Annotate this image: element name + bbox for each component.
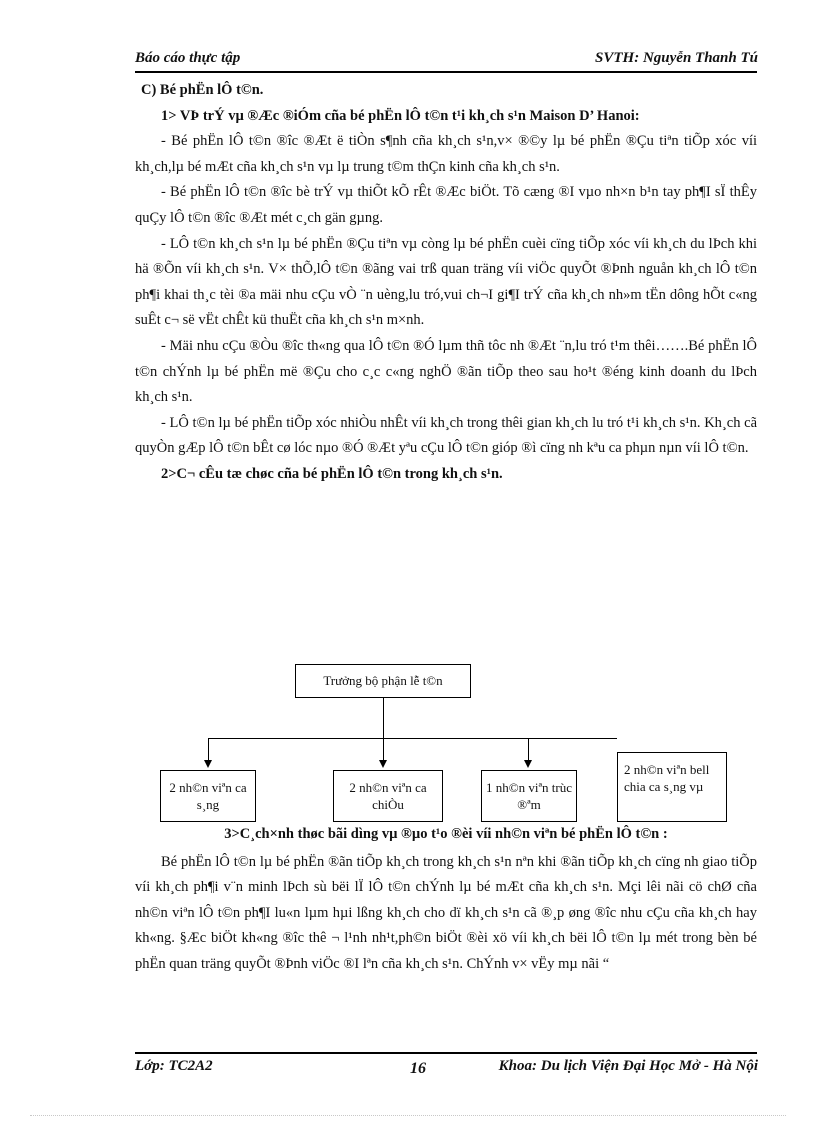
subheading-3: 3>C¸ch×nh thøc bãi dìng vµ ®µo t¹o ®èi víi nh©n viªn bé phËn lÔ t©n :: [224, 826, 668, 842]
org-horizontal-bar: [208, 738, 617, 739]
page-number: 16: [410, 1060, 426, 1077]
subheading-1: 1> VÞ trÝ vµ ®Æc ®iÓm cña bé phËn lÔ t©n t¹i kh¸ch s¹n Maison D’ Hanoi:: [161, 107, 640, 124]
org-connector-2: [383, 738, 384, 760]
org-connector-1: [208, 738, 209, 760]
org-head-box: Trưởng bộ phận lễ t©n: [295, 664, 471, 698]
section-c-heading: C) Bé phËn lÔ t©n.: [141, 82, 264, 98]
body-section-1: [135, 78, 757, 488]
arrow-down-icon: [379, 760, 387, 768]
paragraph-3: - LÔ t©n kh¸ch s¹n lµ bé phËn ®Çu tiªn vµ còng lµ bé phËn cuèi cïng tiÕp xóc víi kh¸ch du lÞch khi hä ®Õn víi kh¸ch s¹n. V× thÕ,lÔ t©n ®ãng vai trß quan träng víi viÖc quyÕt ®Þnh nguån kh¸ch lÔ t©n ph¶i khai th¸c tèi ®a mäi nhu cÇu vÒ ¨n uèng,lu tró,vui ch¬I gi¶I trÝ cña kh¸ch nh»m tËn dông hÕt c«ng suÊt c¬ së vËt chÊt kü thuËt cña kh¸ch s¹n m×nh.: [135, 235, 757, 329]
header-rule: [135, 71, 757, 73]
paragraph-5: - LÔ t©n lµ bé phËn tiÕp xóc nhiÒu nhÊt víi kh¸ch trong thêi gian kh¸ch lu tró t¹i kh¸ch s¹n. Kh¸ch cã quyÒn gÆp lÔ t©n bÊt cø lóc nµo ®Ó ®Æt yªu cÇu lÔ t©n gióp ®ì cïng nh kªu ca phµn nµn víi lÔ t©n.: [135, 414, 757, 457]
header-title: Báo cáo thực tập: [135, 50, 241, 66]
footer-class: Lớp: TC2A2: [135, 1058, 213, 1074]
paragraph-1: - Bé phËn lÔ t©n ®îc ®Æt ë tiÒn s¶nh cña kh¸ch s¹n,v× ®©y lµ bé phËn ®Çu tiªn tiÕp xóc víi kh¸ch,lµ bé mÆt cña kh¸ch s¹n vµ lµ trung t©m thÇn kinh cña kh¸ch s¹n.: [135, 133, 757, 175]
footer-rule: [135, 1052, 757, 1054]
header-author: SVTH: Nguyễn Thanh Tú: [595, 50, 758, 66]
org-box-afternoon: 2 nh©n viªn ca chiÒu: [333, 770, 443, 822]
page-bottom-border: [30, 1115, 786, 1116]
paragraph-2: - Bé phËn lÔ t©n ®îc bè trÝ vµ thiÕt kÕ rÊt ®Æc biÖt. Tõ cæng ®I vµo nh×n b¹n tay ph¶I sÏ thÊy quÇy lÔ t©n ®îc ®Æt mét c¸ch gän gµng.: [135, 184, 757, 226]
arrow-down-icon: [524, 760, 532, 768]
paragraph-4: - Mäi nhu cÇu ®Òu ®îc th«ng qua lÔ t©n ®Ó lµm thñ tôc nh ®Æt ¨n,lu tró t¹m thêi…….Bé phËn lÔ t©n chÝnh lµ bé phËn më ®Çu cho c¸c c«ng nghÖ ®ãn tiÕp theo sau ho¹t ®éng kinh doanh du lÞch kh¸ch s¹n.: [135, 337, 757, 406]
org-box-morning: 2 nh©n viªn ca s¸ng: [160, 770, 256, 822]
org-box-bell: 2 nh©n viªn bell chia ca s¸ng vµ: [617, 752, 727, 822]
arrow-down-icon: [204, 760, 212, 768]
footer-faculty: Khoa: Du lịch Viện Đại Học Mở - Hà Nội: [498, 1058, 758, 1074]
paragraph-6: Bé phËn lÔ t©n lµ bé phËn ®ãn tiÕp kh¸ch trong kh¸ch s¹n nªn khi ®ãn tiÕp kh¸ch cïng nh giao tiÕp víi kh¸ch ph¶i v¨n minh lÞch sù bëi lÏ lÔ t©n chÝnh lµ bé mÆt cña kh¸ch s¹n. Mçi lêi nãi cö chØ cña nh©n viªn lÔ t©n ph¶I lu«n lµm hµi lßng kh¸ch cho dï kh¸ch s¹n cã ®¸p øng ®îc nhu cÇu cña kh¸ch hay kh«ng. §Æc biÖt kh«ng ®îc thê ¬ l¹nh nh¹t,ph©n biÖt ®èi xö víi kh¸ch bëi lÔ t©n lµ mét trong bèn bé phËn quan träng quyÕt ®Þnh viÖc ®I lªn cña kh¸ch s¹n. ChÝnh v× vËy mµ nãi “: [135, 853, 757, 972]
body-section-2: [135, 826, 757, 978]
org-box-night: 1 nh©n viªn trùc ®ªm: [481, 770, 577, 822]
subheading-2: 2>C¬ cÊu tæ chøc cña bé phËn lÔ t©n trong kh¸ch s¹n.: [161, 465, 503, 482]
org-head-connector: [383, 698, 384, 738]
org-connector-3: [528, 738, 529, 760]
